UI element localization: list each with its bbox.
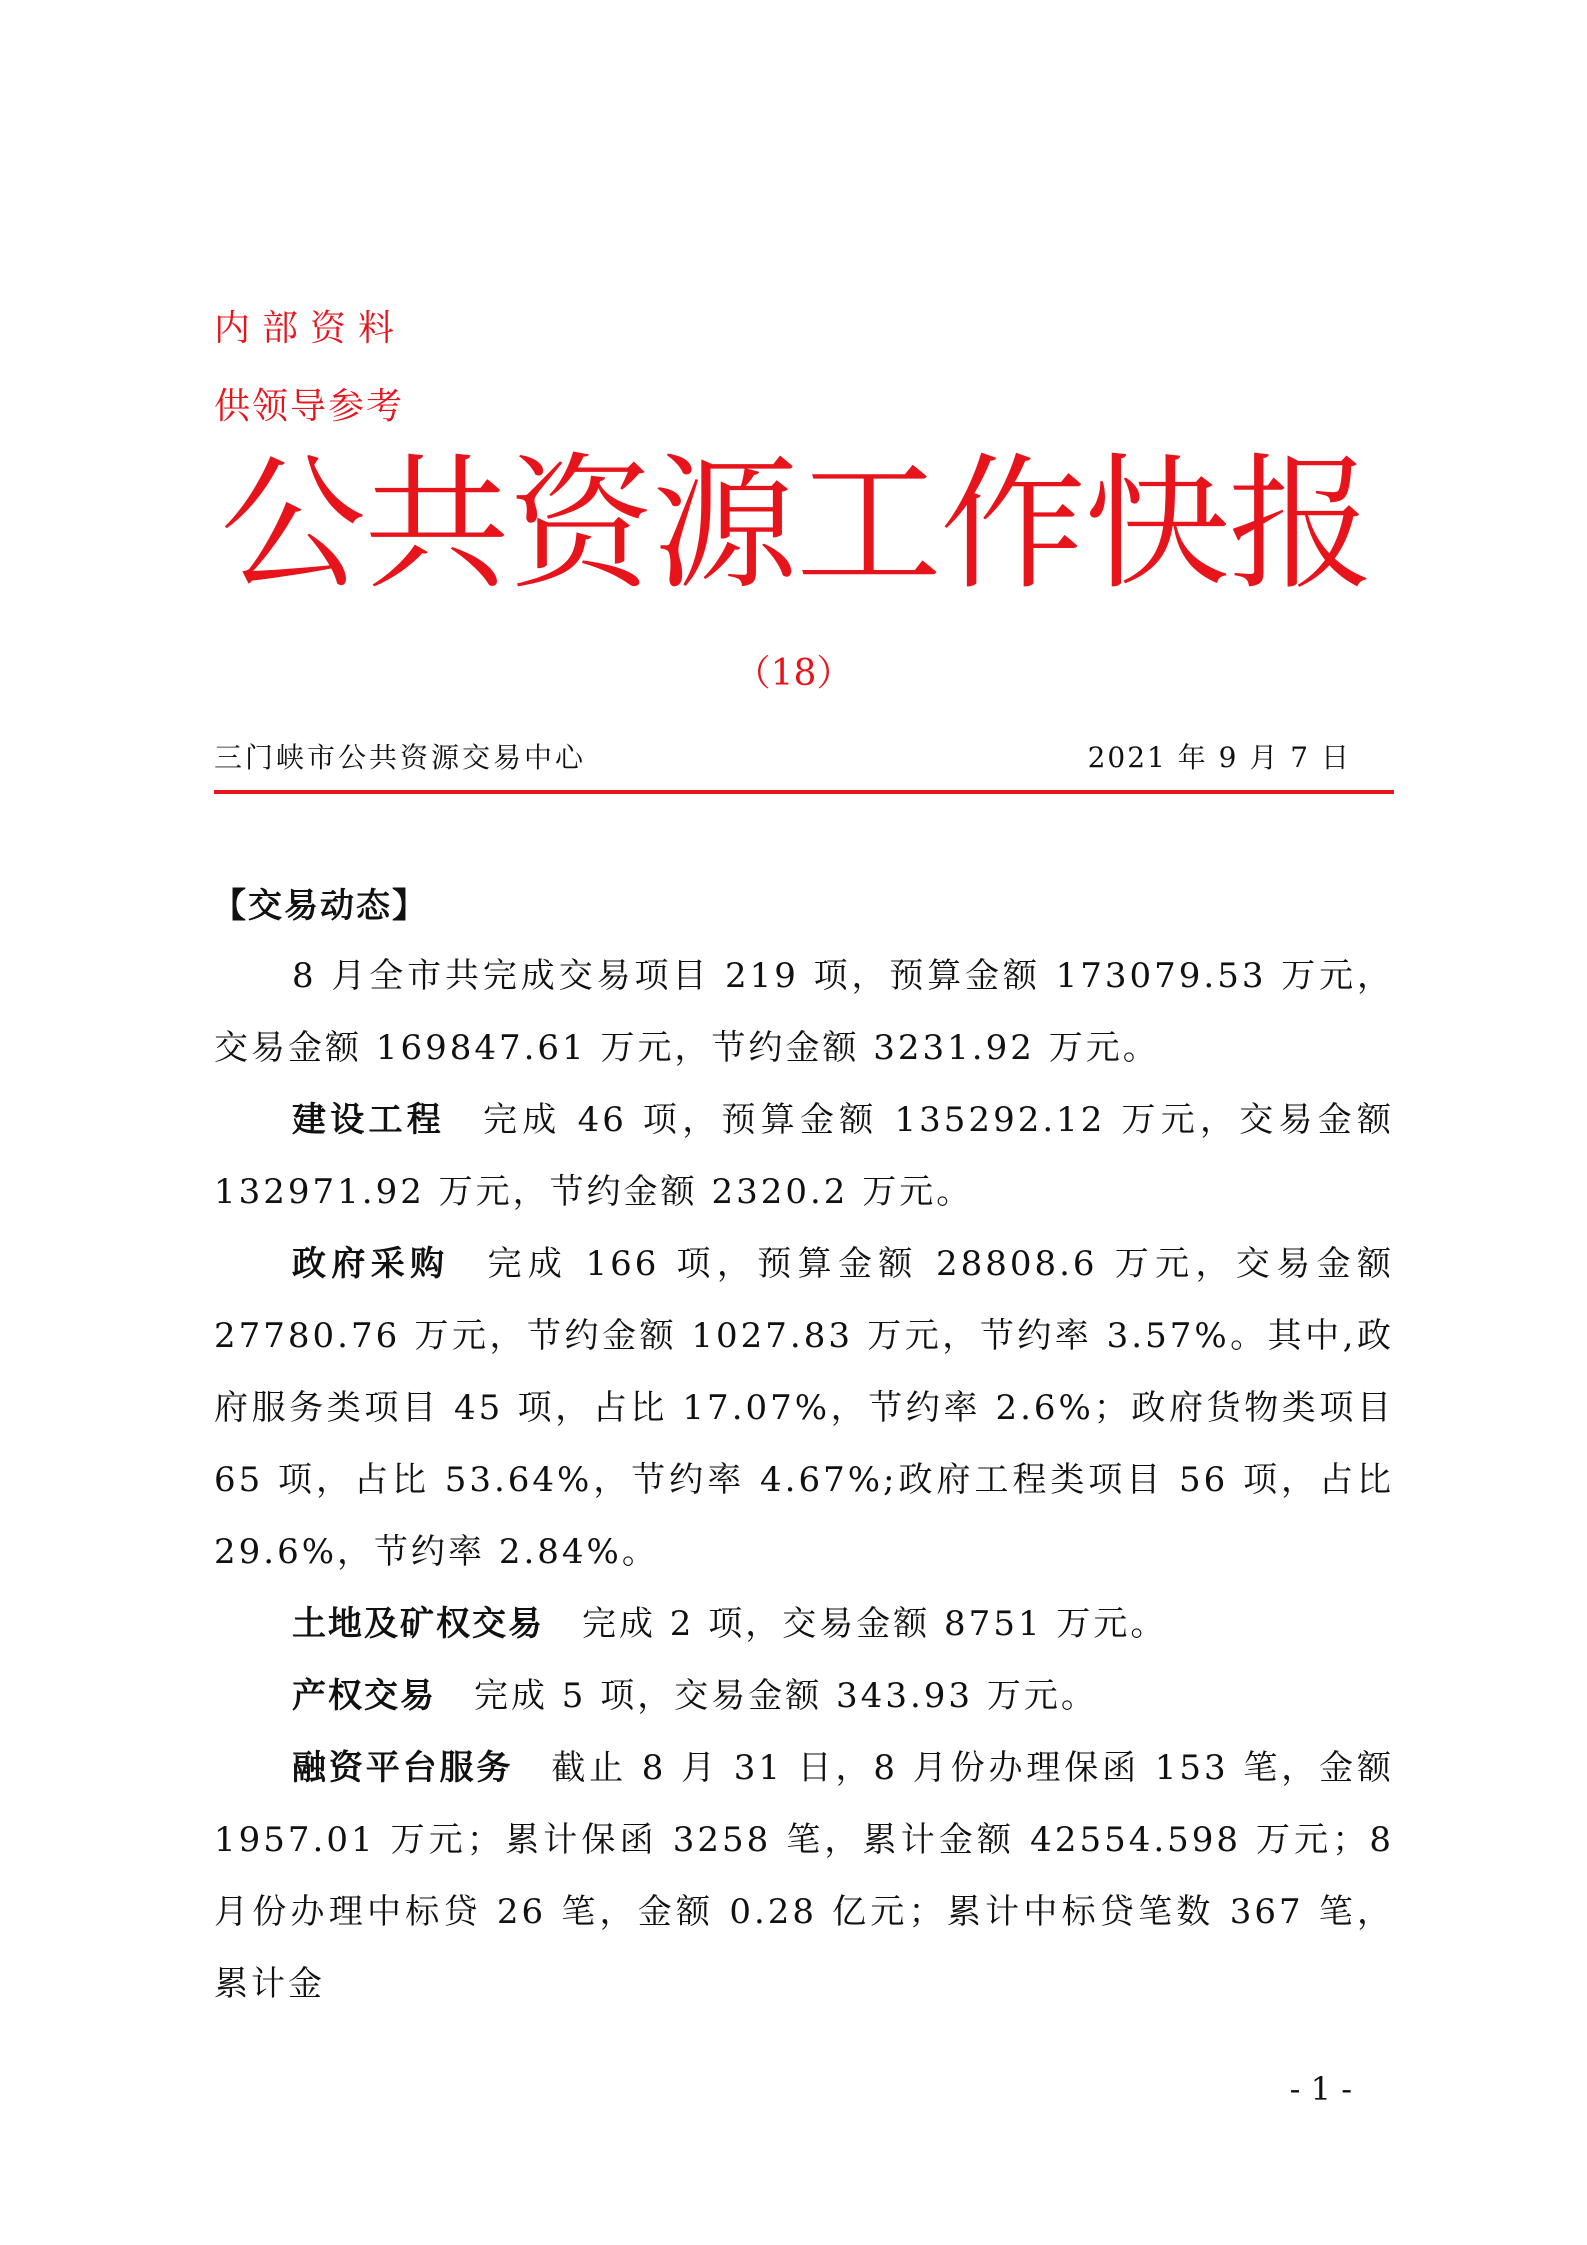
- paragraph-financing: [214, 1732, 1394, 2020]
- intro-paragraph: 8 月全市共完成交易项目 219 项，预算金额 173079.53 万元，交易金额 169847.61 万元，节约金额 3231.92 万元。: [214, 956, 1394, 1068]
- paragraph-heading: 政府采购: [292, 1244, 450, 1284]
- paragraph-land-mining: [214, 1588, 1394, 1660]
- paragraph-heading: 产权交易: [292, 1676, 436, 1716]
- paragraph-procurement: [214, 1228, 1394, 1588]
- leadership-reference-label: 供领导参考: [214, 386, 405, 427]
- internal-material-label: 内部资料: [214, 308, 407, 349]
- paragraph-heading: 融资平台服务: [292, 1748, 514, 1788]
- paragraph-construction: [214, 1084, 1394, 1228]
- header-divider: [214, 790, 1394, 794]
- section-title: 【交易动态】: [212, 886, 428, 926]
- paragraph-property-rights: [214, 1660, 1394, 1732]
- masthead-title: 公共资源工作快报: [220, 440, 1372, 610]
- paragraph-text: 截止 8 月 31 日，8 月份办理保函 153 笔，金额 1957.01 万元；累计保函 3258 笔，累计金额 42554.598 万元；8 月份办理中标贷 26 笔，金额 0.28 亿元；累计中标贷笔数 367 笔，累计金: [214, 1748, 1395, 2004]
- publisher-name: 三门峡市公共资源交易中心: [214, 741, 587, 774]
- paragraph-text: 完成 46 项，预算金额 135292.12 万元，交易金额 132971.92 万元，节约金额 2320.2 万元。: [214, 1100, 1395, 1212]
- paragraph-text: 完成 166 项，预算金额 28808.6 万元，交易金额 27780.76 万元，节约金额 1027.83 万元，节约率 3.57%。其中,政府服务类项目 45 项，占比 17.07%，节约率 2.6%；政府货物类项目 65 项，占比 53.64%，节约率 4.67%;政府工程类项目 56 项，占比 29.6%，节约率 2.84%。: [214, 1244, 1395, 1572]
- page-number: - 1 -: [1289, 2070, 1352, 2108]
- paragraph-heading: 建设工程: [292, 1100, 446, 1140]
- issue-number: （18）: [734, 653, 853, 694]
- paragraph-heading: 土地及矿权交易: [292, 1604, 544, 1644]
- paragraph-text: 完成 5 项，交易金额 343.93 万元。: [474, 1676, 1098, 1716]
- publication-date: 2021 年 9 月 7 日: [1087, 741, 1351, 774]
- article-body: [214, 940, 1394, 2020]
- paragraph-text: 完成 2 项，交易金额 8751 万元。: [582, 1604, 1168, 1644]
